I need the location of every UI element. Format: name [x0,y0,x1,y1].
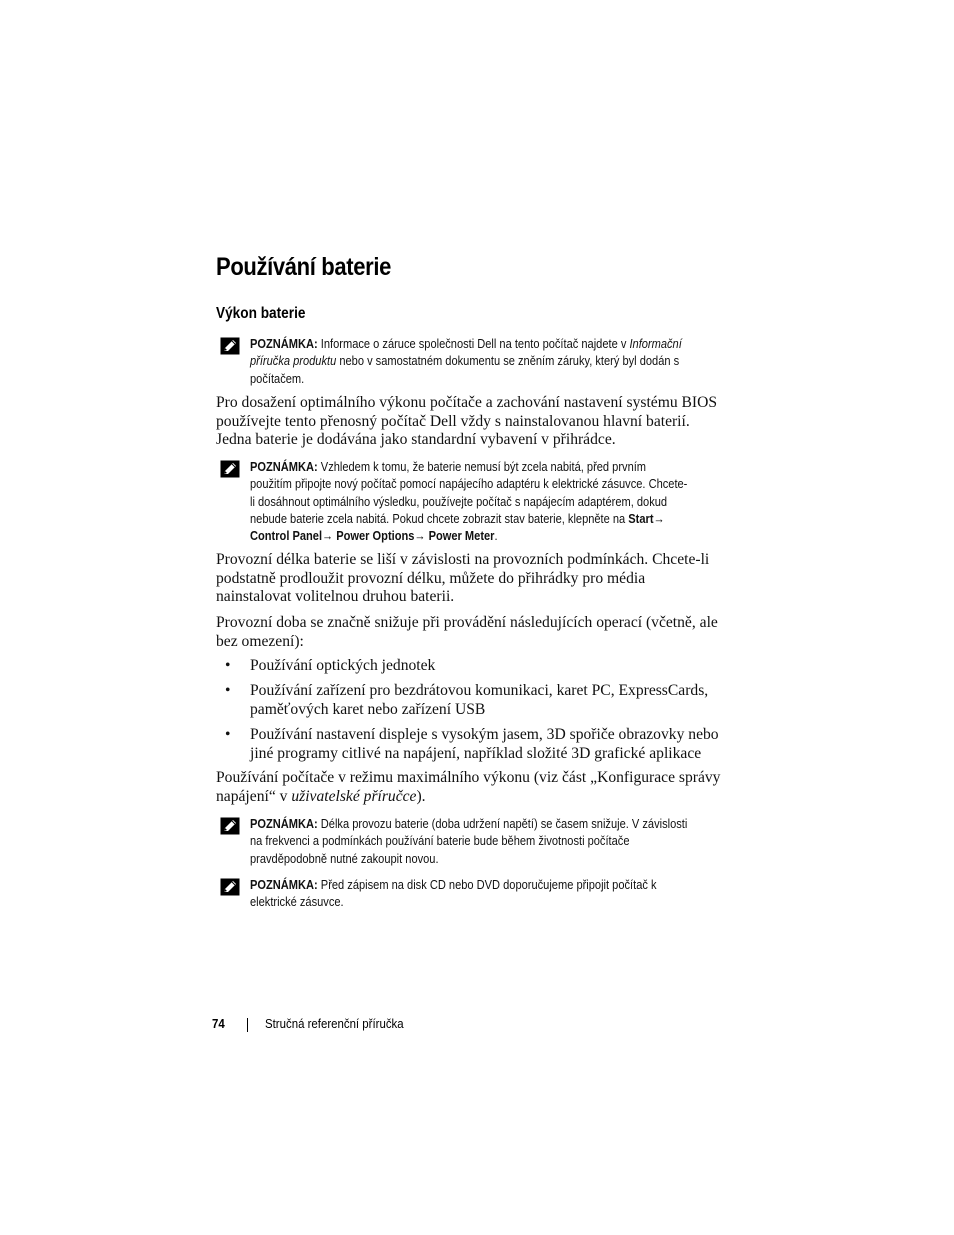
paragraph-text: napájení“ v [216,787,292,805]
note-italic: příručka produktu [250,354,337,369]
note-text: li dosáhnout optimálního výsledku, používejte počítač s napájecím adaptérem, dokud [250,494,668,509]
bullet-icon: • [225,657,231,674]
note-text: . [494,529,498,544]
paragraph-line: podstatně prodloužit provozní délku, můžete do přihrádky pro média [216,569,646,587]
note-label: POZNÁMKA: [250,337,318,351]
note-text: Před zápisem na disk CD nebo DVD doporučujeme připojit počítač k [320,878,657,892]
note-pencil-icon [220,460,240,478]
paragraph-line: Používání počítače v režimu maximálního výkonu (viz část „Konfigurace správy [216,769,721,786]
paragraph-line: bez omezení): [216,632,304,650]
menu-path-arrow: → [414,529,426,544]
page-number: 74 [212,1016,225,1031]
footer-title: Stručná referenční příručka [265,1016,404,1031]
bullet-icon: • [225,726,231,743]
list-item-text: Používání nastavení displeje s vysokým jasem, 3D spořiče obrazovky nebo [250,726,719,743]
menu-path-arrow: → [322,529,334,544]
note-pencil-icon [220,817,240,835]
footer-divider [247,1018,248,1032]
note-text: elektrické zásuvce. [250,895,344,910]
list-item-text: jiné programy citlivé na napájení, například složité 3D grafické aplikace [250,744,702,762]
menu-path-power-meter: Power Meter [428,529,495,544]
section-heading: Výkon baterie [216,305,306,322]
menu-path-arrow: → [653,511,665,526]
paragraph-line: nainstalovat volitelnou druhou baterii. [216,588,455,606]
bullet-icon: • [225,682,231,699]
note-pencil-icon [220,878,240,896]
note-label: POZNÁMKA: [250,460,318,474]
paragraph-line: Jedna baterie je dodávána jako standardní vybavení v přihrádce. [216,431,616,449]
paragraph-2 [216,551,736,607]
note-text: Délka provozu baterie (doba udržení napětí) se časem snižuje. V závislosti [320,817,688,831]
note-text: Informace o záruce společnosti Dell na tento počítač najdete v [320,337,630,351]
menu-path-control-panel: Control Panel [250,529,323,544]
paragraph-line: Provozní doba se značně snižuje při provádění následujících operací (včetně, ale [216,614,718,631]
menu-path-start: Start [628,511,654,526]
paragraph-1 [216,394,736,450]
note-text: nebo v samostatném dokumentu se zněním záruky, který byl dodán s [336,354,680,369]
note-text: použitím připojte nový počítač pomocí napájecího adaptéru k elektrické zásuvce. Chcete- [250,477,688,492]
paragraph-line: používejte tento přenosný počítač Dell vždy s nainstalovanou hlavní baterií. [216,412,690,430]
note-label: POZNÁMKA: [250,817,318,831]
note-label: POZNÁMKA: [250,878,318,892]
page-title: Používání baterie [216,253,391,281]
list-item-text: Používání optických jednotek [250,657,436,674]
note-text: počítačem. [250,371,305,386]
paragraph-3 [216,614,736,651]
paragraph-line: Pro dosažení optimálního výkonu počítače a zachování nastavení systému BIOS [216,394,718,411]
note-text: na frekvenci a podmínkách používání baterie bude během životnosti počítače [250,834,630,849]
paragraph-italic: uživatelské příručce [291,787,417,805]
paragraph-text: ). [416,787,426,805]
note-text: pravděpodobně nutné zakoupit novou. [250,851,439,866]
note-italic: Informační [629,337,682,351]
note-1-text [250,336,690,388]
note-4-text [250,877,690,912]
note-text: Vzhledem k tomu, že baterie nemusí být zcela nabitá, před prvním [320,460,647,474]
note-text: nebude baterie zcela nabitá. Pokud chcete zobrazit stav baterie, klepněte na [250,511,629,526]
note-2-text [250,459,690,545]
list-item-text: Používání zařízení pro bezdrátovou komunikaci, karet PC, ExpressCards, [250,682,709,699]
note-pencil-icon [220,337,240,355]
menu-path-power-options: Power Options [336,529,415,544]
paragraph-4 [216,769,736,806]
list-item-text: paměťových karet nebo zařízení USB [250,700,486,718]
paragraph-line: Provozní délka baterie se liší v závislosti na provozních podmínkách. Chcete-li [216,551,710,568]
note-3-text [250,816,690,868]
